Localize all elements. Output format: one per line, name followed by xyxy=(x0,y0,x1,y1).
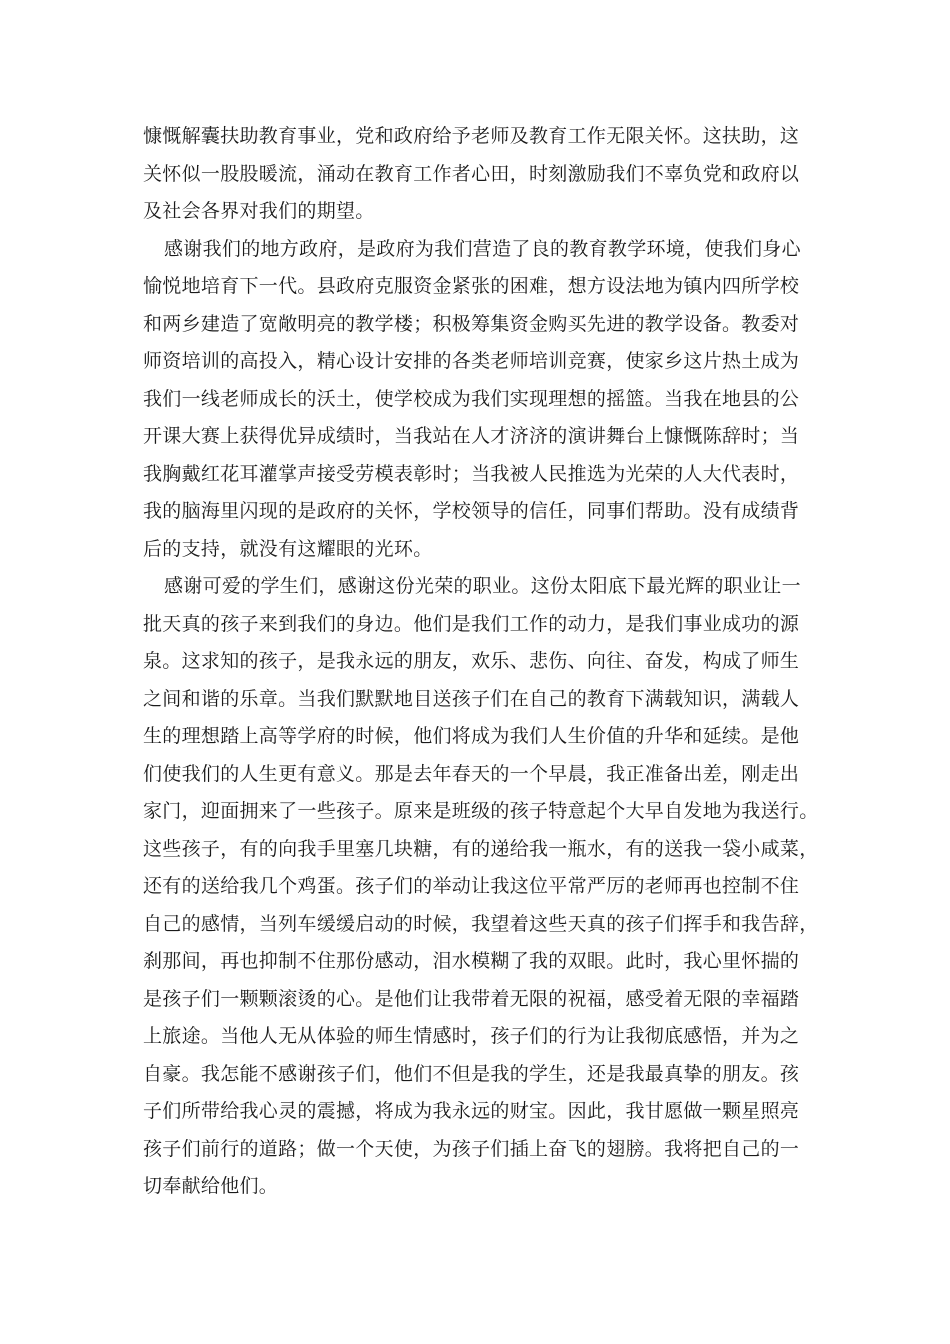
text-line: 愉悦地培育下一代。县政府克服资金紧张的困难，想方设法地为镇内四所学校 xyxy=(143,275,800,297)
document-body xyxy=(143,118,819,1206)
text-line: 批天真的孩子来到我们的身边。他们是我们工作的动力，是我们事业成功的源 xyxy=(143,612,800,635)
text-line: 孩子们前行的道路；做一个天使，为孩子们插上奋飞的翅膀。我将把自己的一 xyxy=(143,1137,800,1160)
text-line: 还有的送给我几个鸡蛋。孩子们的举动让我这位平常严厉的老师再也控制不住 xyxy=(143,875,800,897)
text-line: 开课大赛上获得优异成绩时，当我站在人才济济的演讲舞台上慷慨陈辞时；当 xyxy=(143,425,800,447)
text-line: 切奉献给他们。 xyxy=(143,1175,279,1197)
text-line: 这些孩子，有的向我手里塞几块糖，有的递给我一瓶水，有的送我一袋小咸菜， xyxy=(143,837,819,860)
text-line: 慷慨解囊扶助教育事业，党和政府给予老师及教育工作无限关怀。这扶助，这 xyxy=(143,125,800,147)
text-line: 和两乡建造了宽敞明亮的教学楼；积极筹集资金购买先进的教学设备。教委对 xyxy=(143,312,800,335)
text-line: 自己的感情，当列车缓缓启动的时候，我望着这些天真的孩子们挥手和我告辞， xyxy=(143,912,819,935)
text-line: 家门，迎面拥来了一些孩子。原来是班级的孩子特意起个大早自发地为我送行。 xyxy=(143,800,819,822)
paragraph-3 xyxy=(143,568,819,1206)
text-line: 生的理想踏上高等学府的时候，他们将成为我们人生价值的升华和延续。是他 xyxy=(143,725,800,747)
text-line: 们使我们的人生更有意义。那是去年春天的一个早晨，我正准备出差，刚走出 xyxy=(143,762,800,785)
text-line: 上旅途。当他人无从体验的师生情感时，孩子们的行为让我彻底感悟，并为之 xyxy=(143,1025,800,1047)
text-line: 后的支持，就没有这耀眼的光环。 xyxy=(143,537,433,560)
text-line: 我的脑海里闪现的是政府的关怀，学校领导的信任，同事们帮助。没有成绩背 xyxy=(143,500,800,522)
text-line: 刹那间，再也抑制不住那份感动，泪水模糊了我的双眼。此时，我心里怀揣的 xyxy=(143,950,800,972)
text-line-first: 感谢我们的地方政府，是政府为我们营造了良的教育教学环境，使我们身心 xyxy=(164,237,801,260)
text-line: 自豪。我怎能不感谢孩子们，他们不但是我的学生，还是我最真挚的朋友。孩 xyxy=(143,1062,800,1085)
text-line: 泉。这求知的孩子，是我永远的朋友，欢乐、悲伤、向往、奋发，构成了师生 xyxy=(143,650,800,672)
paragraph-1 xyxy=(143,118,808,231)
text-line: 我们一线老师成长的沃土，使学校成为我们实现理想的摇篮。当我在地县的公 xyxy=(143,387,800,410)
text-line: 子们所带给我心灵的震撼，将成为我永远的财宝。因此，我甘愿做一颗星照亮 xyxy=(143,1100,800,1122)
text-line-first: 感谢可爱的学生们，感谢这份光荣的职业。这份太阳底下最光辉的职业让一 xyxy=(164,575,801,597)
text-line: 我胸戴红花耳灌掌声接受劳模表彰时；当我被人民推选为光荣的人大代表时， xyxy=(143,462,800,485)
text-line: 关怀似一股股暖流，涌动在教育工作者心田，时刻激励我们不辜负党和政府以 xyxy=(143,162,800,185)
paragraph-2 xyxy=(143,231,808,569)
text-line: 及社会各界对我们的期望。 xyxy=(143,200,375,222)
text-line: 之间和谐的乐章。当我们默默地目送孩子们在自己的教育下满载知识，满载人 xyxy=(143,687,800,710)
text-line: 是孩子们一颗颗滚烫的心。是他们让我带着无限的祝福，感受着无限的幸福踏 xyxy=(143,987,800,1010)
text-line: 师资培训的高投入，精心设计安排的各类老师培训竞赛，使家乡这片热土成为 xyxy=(143,350,800,372)
